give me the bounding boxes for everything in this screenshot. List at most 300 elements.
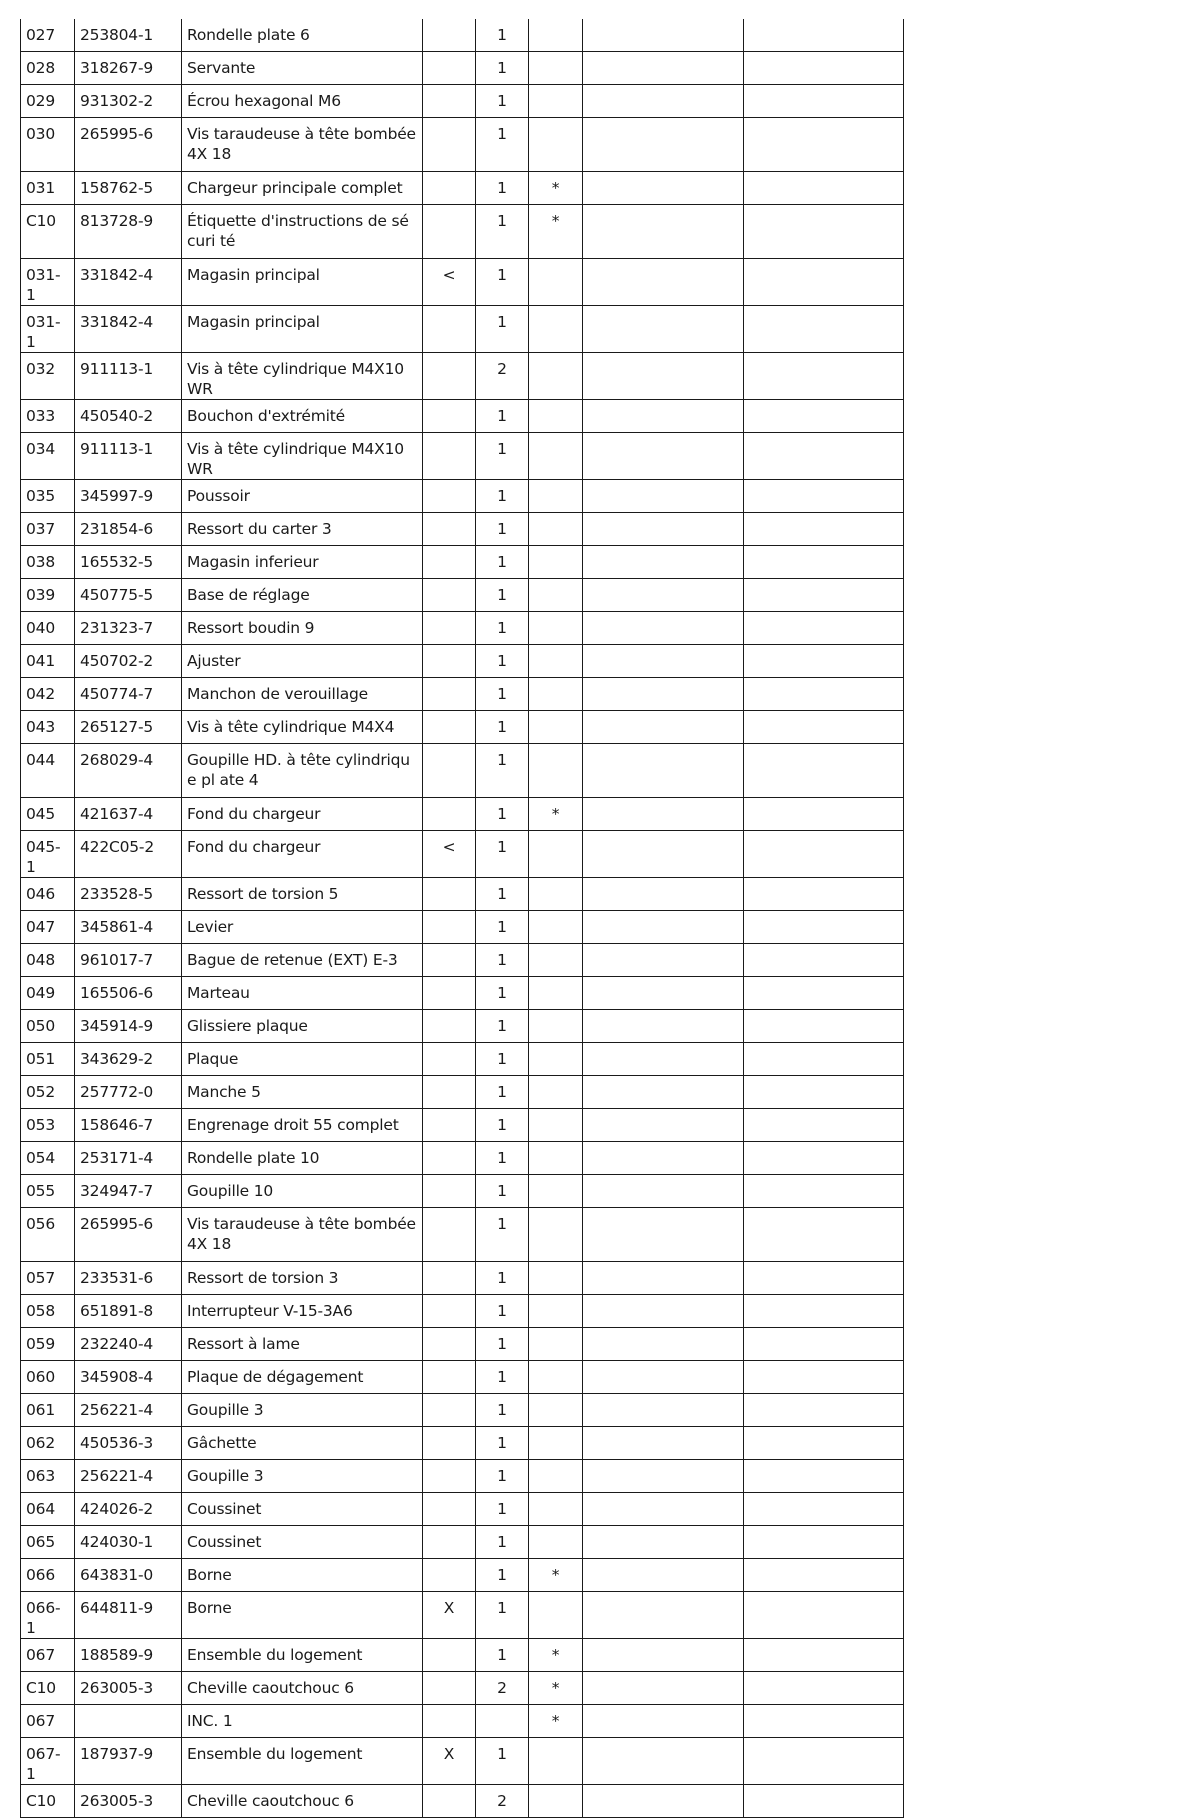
quantity-cell: 1 xyxy=(476,678,529,711)
blank-cell xyxy=(583,1295,744,1328)
quantity-cell: 1 xyxy=(476,831,529,878)
blank-cell xyxy=(583,546,744,579)
blank-cell xyxy=(744,205,904,259)
flag-cell xyxy=(423,353,476,400)
table-row xyxy=(21,1142,904,1175)
blank-cell xyxy=(583,52,744,85)
item-number-cell: 043 xyxy=(21,711,75,744)
description-cell: Marteau xyxy=(182,977,423,1010)
blank-cell xyxy=(744,52,904,85)
quantity-cell: 1 xyxy=(476,711,529,744)
blank-cell xyxy=(744,1142,904,1175)
quantity-cell: 1 xyxy=(476,878,529,911)
description-cell: Ressort boudin 9 xyxy=(182,612,423,645)
table-row xyxy=(21,831,904,878)
part-number-cell: 165532-5 xyxy=(75,546,182,579)
table-row xyxy=(21,744,904,798)
flag-cell xyxy=(423,513,476,546)
part-number-cell: 450774-7 xyxy=(75,678,182,711)
quantity-cell: 1 xyxy=(476,1175,529,1208)
part-number-cell: 268029-4 xyxy=(75,744,182,798)
item-number-cell: 041 xyxy=(21,645,75,678)
part-number-cell: 256221-4 xyxy=(75,1394,182,1427)
blank-cell xyxy=(744,1639,904,1672)
blank-cell xyxy=(744,1010,904,1043)
blank-cell xyxy=(583,911,744,944)
item-number-cell: 040 xyxy=(21,612,75,645)
item-number-cell: 038 xyxy=(21,546,75,579)
note-cell: * xyxy=(529,205,583,259)
table-row xyxy=(21,1639,904,1672)
description-cell: Goupille 3 xyxy=(182,1394,423,1427)
table-row xyxy=(21,579,904,612)
blank-cell xyxy=(583,1328,744,1361)
flag-cell: < xyxy=(423,831,476,878)
blank-cell xyxy=(583,1208,744,1262)
flag-cell xyxy=(423,306,476,353)
item-number-cell: 031-1 xyxy=(21,259,75,306)
quantity-cell: 1 xyxy=(476,433,529,480)
flag-cell xyxy=(423,172,476,205)
item-number-cell: 053 xyxy=(21,1109,75,1142)
part-number-cell: 450536-3 xyxy=(75,1427,182,1460)
note-cell xyxy=(529,1208,583,1262)
note-cell xyxy=(529,52,583,85)
quantity-cell: 2 xyxy=(476,1785,529,1818)
table-row xyxy=(21,172,904,205)
item-number-cell: 039 xyxy=(21,579,75,612)
flag-cell: < xyxy=(423,259,476,306)
note-cell xyxy=(529,1460,583,1493)
table-row xyxy=(21,19,904,52)
item-number-cell: 051 xyxy=(21,1043,75,1076)
blank-cell xyxy=(744,1526,904,1559)
quantity-cell xyxy=(476,1705,529,1738)
blank-cell xyxy=(744,1785,904,1818)
quantity-cell: 1 xyxy=(476,1010,529,1043)
blank-cell xyxy=(744,1460,904,1493)
quantity-cell: 2 xyxy=(476,353,529,400)
quantity-cell: 1 xyxy=(476,1208,529,1262)
table-row xyxy=(21,1526,904,1559)
note-cell xyxy=(529,1526,583,1559)
blank-cell xyxy=(744,400,904,433)
blank-cell xyxy=(583,1394,744,1427)
blank-cell xyxy=(583,678,744,711)
item-number-cell: 067 xyxy=(21,1705,75,1738)
part-number-cell: 345914-9 xyxy=(75,1010,182,1043)
table-row xyxy=(21,306,904,353)
note-cell xyxy=(529,1328,583,1361)
blank-cell xyxy=(583,711,744,744)
flag-cell xyxy=(423,1109,476,1142)
note-cell xyxy=(529,1262,583,1295)
part-number-cell: 331842-4 xyxy=(75,259,182,306)
part-number-cell: 345861-4 xyxy=(75,911,182,944)
blank-cell xyxy=(583,1526,744,1559)
part-number-cell: 961017-7 xyxy=(75,944,182,977)
note-cell xyxy=(529,1738,583,1785)
quantity-cell: 1 xyxy=(476,944,529,977)
item-number-cell: 032 xyxy=(21,353,75,400)
part-number-cell: 643831-0 xyxy=(75,1559,182,1592)
blank-cell xyxy=(583,579,744,612)
table-row xyxy=(21,678,904,711)
blank-cell xyxy=(583,19,744,52)
blank-cell xyxy=(583,878,744,911)
blank-cell xyxy=(744,1328,904,1361)
item-number-cell: 027 xyxy=(21,19,75,52)
quantity-cell: 1 xyxy=(476,1526,529,1559)
blank-cell xyxy=(583,433,744,480)
table-row xyxy=(21,911,904,944)
table-row xyxy=(21,1394,904,1427)
flag-cell xyxy=(423,977,476,1010)
flag-cell xyxy=(423,205,476,259)
part-number-cell: 187937-9 xyxy=(75,1738,182,1785)
table-row xyxy=(21,645,904,678)
quantity-cell: 1 xyxy=(476,480,529,513)
part-number-cell: 931302-2 xyxy=(75,85,182,118)
blank-cell xyxy=(744,306,904,353)
part-number-cell: 911113-1 xyxy=(75,353,182,400)
blank-cell xyxy=(744,513,904,546)
part-number-cell: 911113-1 xyxy=(75,433,182,480)
flag-cell xyxy=(423,1639,476,1672)
note-cell: * xyxy=(529,172,583,205)
parts-table xyxy=(20,19,904,1818)
blank-cell xyxy=(744,579,904,612)
blank-cell xyxy=(744,612,904,645)
description-cell: Coussinet xyxy=(182,1526,423,1559)
blank-cell xyxy=(583,205,744,259)
blank-cell xyxy=(583,172,744,205)
part-number-cell: 188589-9 xyxy=(75,1639,182,1672)
blank-cell xyxy=(583,944,744,977)
quantity-cell: 1 xyxy=(476,1262,529,1295)
blank-cell xyxy=(583,1559,744,1592)
description-cell: Étiquette d'instructions de sécuri té xyxy=(182,205,423,259)
parts-table-body xyxy=(21,19,904,1818)
blank-cell xyxy=(583,1076,744,1109)
blank-cell xyxy=(583,1010,744,1043)
flag-cell: X xyxy=(423,1592,476,1639)
part-number-cell: 450540-2 xyxy=(75,400,182,433)
flag-cell xyxy=(423,711,476,744)
description-cell: Ensemble du logement xyxy=(182,1738,423,1785)
description-cell: Ensemble du logement xyxy=(182,1639,423,1672)
description-cell: Gâchette xyxy=(182,1427,423,1460)
description-cell: Borne xyxy=(182,1559,423,1592)
description-cell: Ressort de torsion 5 xyxy=(182,878,423,911)
blank-cell xyxy=(583,1705,744,1738)
description-cell: Vis à tête cylindrique M4X4 xyxy=(182,711,423,744)
description-cell: Vis à tête cylindrique M4X10 WR xyxy=(182,353,423,400)
blank-cell xyxy=(744,1175,904,1208)
part-number-cell: 257772-0 xyxy=(75,1076,182,1109)
table-row xyxy=(21,546,904,579)
flag-cell xyxy=(423,85,476,118)
flag-cell xyxy=(423,1328,476,1361)
blank-cell xyxy=(744,1208,904,1262)
description-cell: Coussinet xyxy=(182,1493,423,1526)
part-number-cell: 422C05-2 xyxy=(75,831,182,878)
quantity-cell: 1 xyxy=(476,259,529,306)
description-cell: Goupille 3 xyxy=(182,1460,423,1493)
table-row xyxy=(21,1672,904,1705)
blank-cell xyxy=(744,1493,904,1526)
description-cell: Vis taraudeuse à tête bombée 4X 18 xyxy=(182,118,423,172)
item-number-cell: 030 xyxy=(21,118,75,172)
blank-cell xyxy=(744,678,904,711)
description-cell: Ressort du carter 3 xyxy=(182,513,423,546)
flag-cell xyxy=(423,480,476,513)
table-row xyxy=(21,1460,904,1493)
flag-cell xyxy=(423,1262,476,1295)
note-cell xyxy=(529,944,583,977)
description-cell: Ressort de torsion 3 xyxy=(182,1262,423,1295)
blank-cell xyxy=(583,1785,744,1818)
table-row xyxy=(21,711,904,744)
table-row xyxy=(21,612,904,645)
description-cell: Plaque xyxy=(182,1043,423,1076)
quantity-cell: 1 xyxy=(476,612,529,645)
note-cell xyxy=(529,513,583,546)
quantity-cell: 1 xyxy=(476,118,529,172)
item-number-cell: 033 xyxy=(21,400,75,433)
item-number-cell: 057 xyxy=(21,1262,75,1295)
note-cell xyxy=(529,1043,583,1076)
note-cell xyxy=(529,678,583,711)
table-row xyxy=(21,205,904,259)
item-number-cell: 058 xyxy=(21,1295,75,1328)
quantity-cell: 1 xyxy=(476,911,529,944)
flag-cell xyxy=(423,1559,476,1592)
table-row xyxy=(21,259,904,306)
item-number-cell: C10 xyxy=(21,1785,75,1818)
quantity-cell: 1 xyxy=(476,546,529,579)
flag-cell xyxy=(423,1208,476,1262)
flag-cell xyxy=(423,612,476,645)
note-cell xyxy=(529,118,583,172)
flag-cell xyxy=(423,878,476,911)
table-row xyxy=(21,1295,904,1328)
blank-cell xyxy=(744,1361,904,1394)
blank-cell xyxy=(583,353,744,400)
part-number-cell: 421637-4 xyxy=(75,798,182,831)
blank-cell xyxy=(744,480,904,513)
note-cell xyxy=(529,259,583,306)
blank-cell xyxy=(583,513,744,546)
blank-cell xyxy=(583,744,744,798)
table-row xyxy=(21,1785,904,1818)
part-number-cell: 651891-8 xyxy=(75,1295,182,1328)
item-number-cell: 052 xyxy=(21,1076,75,1109)
item-number-cell: C10 xyxy=(21,1672,75,1705)
part-number-cell: 450775-5 xyxy=(75,579,182,612)
item-number-cell: 054 xyxy=(21,1142,75,1175)
blank-cell xyxy=(744,798,904,831)
flag-cell xyxy=(423,1010,476,1043)
item-number-cell: 060 xyxy=(21,1361,75,1394)
item-number-cell: 056 xyxy=(21,1208,75,1262)
description-cell: INC. 1 xyxy=(182,1705,423,1738)
item-number-cell: 031 xyxy=(21,172,75,205)
part-number-cell: 158762-5 xyxy=(75,172,182,205)
description-cell: Engrenage droit 55 complet xyxy=(182,1109,423,1142)
description-cell: Levier xyxy=(182,911,423,944)
note-cell xyxy=(529,612,583,645)
table-row xyxy=(21,480,904,513)
flag-cell xyxy=(423,1043,476,1076)
flag-cell xyxy=(423,1142,476,1175)
item-number-cell: C10 xyxy=(21,205,75,259)
table-row xyxy=(21,1175,904,1208)
description-cell: Goupille 10 xyxy=(182,1175,423,1208)
quantity-cell: 1 xyxy=(476,579,529,612)
table-row xyxy=(21,513,904,546)
flag-cell xyxy=(423,400,476,433)
quantity-cell: 1 xyxy=(476,645,529,678)
quantity-cell: 1 xyxy=(476,1592,529,1639)
note-cell xyxy=(529,977,583,1010)
table-row xyxy=(21,1559,904,1592)
flag-cell xyxy=(423,1493,476,1526)
table-row xyxy=(21,433,904,480)
flag-cell xyxy=(423,645,476,678)
part-number-cell: 331842-4 xyxy=(75,306,182,353)
description-cell: Magasin inferieur xyxy=(182,546,423,579)
item-number-cell: 045-1 xyxy=(21,831,75,878)
note-cell xyxy=(529,19,583,52)
table-row xyxy=(21,944,904,977)
blank-cell xyxy=(744,1076,904,1109)
item-number-cell: 047 xyxy=(21,911,75,944)
blank-cell xyxy=(744,1295,904,1328)
quantity-cell: 1 xyxy=(476,1361,529,1394)
note-cell: * xyxy=(529,1672,583,1705)
table-row xyxy=(21,52,904,85)
description-cell: Goupille HD. à tête cylindrique pl ate 4 xyxy=(182,744,423,798)
description-cell: Magasin principal xyxy=(182,306,423,353)
blank-cell xyxy=(744,353,904,400)
flag-cell xyxy=(423,1361,476,1394)
item-number-cell: 031-1 xyxy=(21,306,75,353)
part-number-cell: 345997-9 xyxy=(75,480,182,513)
description-cell: Cheville caoutchouc 6 xyxy=(182,1785,423,1818)
note-cell xyxy=(529,1427,583,1460)
description-cell: Interrupteur V-15-3A6 xyxy=(182,1295,423,1328)
blank-cell xyxy=(744,944,904,977)
flag-cell xyxy=(423,433,476,480)
note-cell xyxy=(529,1175,583,1208)
table-row xyxy=(21,798,904,831)
description-cell: Poussoir xyxy=(182,480,423,513)
table-row xyxy=(21,1076,904,1109)
note-cell xyxy=(529,1109,583,1142)
flag-cell xyxy=(423,911,476,944)
table-row xyxy=(21,1592,904,1639)
blank-cell xyxy=(583,1109,744,1142)
quantity-cell: 1 xyxy=(476,1295,529,1328)
note-cell: * xyxy=(529,1639,583,1672)
part-number-cell: 231854-6 xyxy=(75,513,182,546)
description-cell: Base de réglage xyxy=(182,579,423,612)
item-number-cell: 066 xyxy=(21,1559,75,1592)
note-cell xyxy=(529,480,583,513)
note-cell xyxy=(529,911,583,944)
quantity-cell: 1 xyxy=(476,172,529,205)
blank-cell xyxy=(583,1592,744,1639)
description-cell: Servante xyxy=(182,52,423,85)
item-number-cell: 049 xyxy=(21,977,75,1010)
blank-cell xyxy=(744,1109,904,1142)
part-number-cell: 318267-9 xyxy=(75,52,182,85)
blank-cell xyxy=(583,400,744,433)
blank-cell xyxy=(583,118,744,172)
quantity-cell: 1 xyxy=(476,744,529,798)
item-number-cell: 059 xyxy=(21,1328,75,1361)
part-number-cell: 424030-1 xyxy=(75,1526,182,1559)
blank-cell xyxy=(744,1705,904,1738)
description-cell: Ressort à lame xyxy=(182,1328,423,1361)
note-cell xyxy=(529,1592,583,1639)
blank-cell xyxy=(744,878,904,911)
item-number-cell: 046 xyxy=(21,878,75,911)
note-cell xyxy=(529,1785,583,1818)
blank-cell xyxy=(744,1394,904,1427)
flag-cell xyxy=(423,1295,476,1328)
note-cell xyxy=(529,546,583,579)
blank-cell xyxy=(583,1493,744,1526)
quantity-cell: 1 xyxy=(476,1043,529,1076)
item-number-cell: 065 xyxy=(21,1526,75,1559)
table-row xyxy=(21,1738,904,1785)
part-number-cell: 265995-6 xyxy=(75,1208,182,1262)
blank-cell xyxy=(744,172,904,205)
description-cell: Magasin principal xyxy=(182,259,423,306)
item-number-cell: 063 xyxy=(21,1460,75,1493)
flag-cell xyxy=(423,52,476,85)
table-row xyxy=(21,400,904,433)
quantity-cell: 1 xyxy=(476,1639,529,1672)
part-number-cell: 253171-4 xyxy=(75,1142,182,1175)
part-number-cell: 231323-7 xyxy=(75,612,182,645)
blank-cell xyxy=(744,977,904,1010)
blank-cell xyxy=(583,259,744,306)
blank-cell xyxy=(583,798,744,831)
description-cell: Fond du chargeur xyxy=(182,831,423,878)
part-number-cell: 232240-4 xyxy=(75,1328,182,1361)
part-number-cell xyxy=(75,1705,182,1738)
blank-cell xyxy=(583,1427,744,1460)
item-number-cell: 035 xyxy=(21,480,75,513)
blank-cell xyxy=(744,118,904,172)
note-cell: * xyxy=(529,1705,583,1738)
blank-cell xyxy=(583,1361,744,1394)
description-cell: Ajuster xyxy=(182,645,423,678)
item-number-cell: 044 xyxy=(21,744,75,798)
note-cell xyxy=(529,1076,583,1109)
part-number-cell: 263005-3 xyxy=(75,1785,182,1818)
blank-cell xyxy=(583,1262,744,1295)
quantity-cell: 1 xyxy=(476,798,529,831)
quantity-cell: 1 xyxy=(476,85,529,118)
table-row xyxy=(21,1493,904,1526)
note-cell xyxy=(529,1493,583,1526)
flag-cell xyxy=(423,798,476,831)
flag-cell xyxy=(423,579,476,612)
